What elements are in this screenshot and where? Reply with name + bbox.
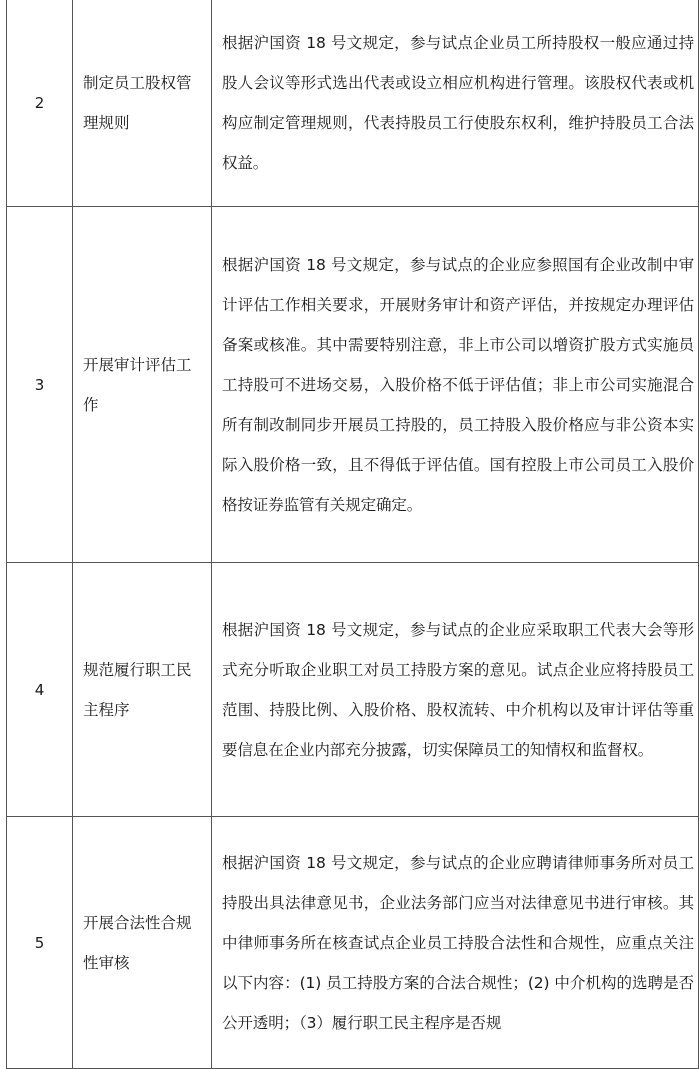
row-content: 根据沪国资 18 号文规定，参与试点的企业应聘请律师事务所对员工持股出具法律意见书，企业法务部门应当对法律意见书进行审核。其中律师事务所在核查试点企业员工持股合法性和合规性，应重点关注以下内容：(1) 员工持股方案的合法合规性；(2) 中介机构的选聘是否公开透明；（3）履行职工民主程序是否规 [212, 817, 699, 1069]
table-row [7, 207, 699, 563]
table-row [7, 563, 699, 817]
policy-table [6, 0, 699, 1069]
row-number: 5 [7, 817, 73, 1069]
row-content: 根据沪国资 18 号文规定，参与试点的企业应参照国有企业改制中审计评估工作相关要求，开展财务审计和资产评估，并按规定办理评估备案或核准。其中需要特别注意，非上市公司以增资扩股方式实施员工持股可不进场交易，入股价格不低于评估值；非上市公司实施混合所有制改制同步开展员工持股的，员工持股入股价格应与非公资本实际入股价格一致，且不得低于评估值。国有控股上市公司员工入股价格按证券监管有关规定确定。 [212, 207, 699, 563]
row-number: 2 [7, 0, 73, 207]
row-title: 制定员工股权管理规则 [73, 0, 212, 207]
row-title: 规范履行职工民主程序 [73, 563, 212, 817]
row-title: 开展审计评估工作 [73, 207, 212, 563]
row-title: 开展合法性合规性审核 [73, 817, 212, 1069]
row-content: 根据沪国资 18 号文规定，参与试点的企业应采取职工代表大会等形式充分听取企业职工对员工持股方案的意见。试点企业应将持股员工范围、持股比例、入股价格、股权流转、中介机构以及审计评估等重要信息在企业内部充分披露，切实保障员工的知情权和监督权。 [212, 563, 699, 817]
row-number: 3 [7, 207, 73, 563]
row-number: 4 [7, 563, 73, 817]
row-content: 根据沪国资 18 号文规定，参与试点企业员工所持股权一般应通过持股人会议等形式选出代表或设立相应机构进行管理。该股权代表或机构应制定管理规则，代表持股员工行使股东权利，维护持股员工合法权益。 [212, 0, 699, 207]
table-row [7, 817, 699, 1069]
table-row [7, 0, 699, 207]
